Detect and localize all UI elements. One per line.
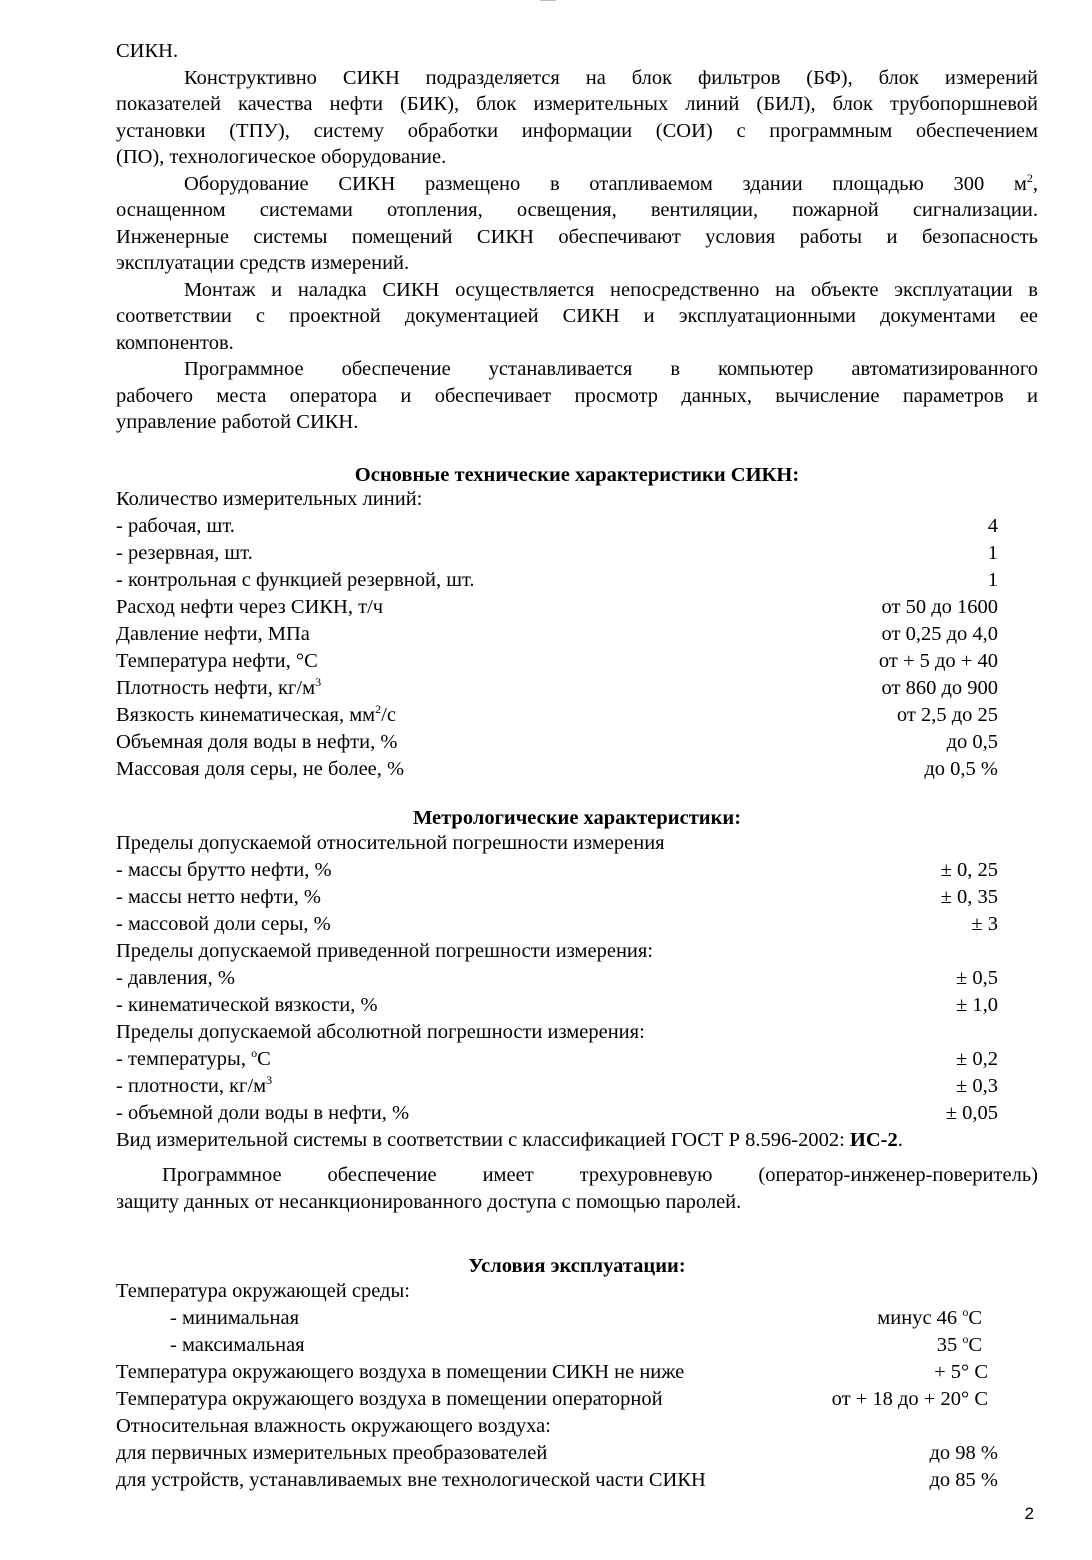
spec-superscript: 2 [375,702,382,716]
spec-label: Массовая доля серы, не более, % [116,758,405,780]
intro-line: СИКН. [116,40,179,62]
intro-line: эксплуатации средств измерений. [116,252,410,274]
degree-superscript: о [962,1305,969,1319]
spec-value: ± 0,5 [955,967,998,989]
spec-label-wrap [116,1046,271,1073]
intro-text [116,38,1038,436]
intro-line: соответствии с проектной документацией СИКН и эксплуатационными документами ее [116,305,1038,327]
intro-line: рабочего места оператора и обеспечивает просмотр данных, вычисление параметров и [116,384,1038,407]
intro-line: Монтаж и наладка СИКН осуществляется непосредственно на объекте эксплуатации в [184,278,1038,301]
spec-label: - температуры, [116,1048,252,1070]
spec-value: 1 [987,542,998,564]
spec-row [116,1073,998,1100]
po-line: Программное обеспечение имеет трехуровневую (оператор-инженер-поверитель) [162,1164,1038,1186]
spec-row [116,756,998,783]
area-comma: , [1032,172,1038,195]
spec-label: Объемная доля воды в нефти, % [116,731,398,753]
spec-label: - кинематической вязкости, % [116,994,378,1016]
spec-row [116,830,998,857]
spec-row [116,938,998,965]
spec-value: до 0,5 [946,731,998,753]
max-temp-value: 35 [936,1334,963,1356]
spec-label: Расход нефти через СИКН, т/ч [116,596,384,618]
spec-row [116,513,998,540]
spec-value: ± 3 [971,913,998,935]
scan-mark [540,0,556,1]
spec-value: ± 0,3 [955,1075,998,1097]
spec-value: от 2,5 до 25 [896,704,998,726]
spec-row [116,965,998,992]
spec-row [116,1467,998,1494]
metro-spec-list [116,830,998,1154]
spec-row [116,621,998,648]
spec-value: от + 18 до + 20° С [831,1388,988,1410]
spec-label: - давления, % [116,967,235,989]
spec-label: Пределы допускаемой относительной погрешности измерения [116,832,665,854]
spec-row [116,1440,998,1467]
spec-label: Пределы допускаемой абсолютной погрешности измерения: [116,1021,645,1043]
spec-row [116,729,998,756]
spec-label-wrap [116,702,396,729]
intro-line: показателей качества нефти (БИК), блок измерительных линий (БИЛ), блок трубопоршневой [116,93,1038,115]
area-superscript: 2 [1026,170,1033,185]
spec-row [116,1413,998,1440]
conditions-air-list [116,1359,988,1413]
tech-heading: Основные технические характеристики СИКН: [354,464,800,486]
max-temp-unit: С [968,1334,982,1356]
metro-heading: Метрологические характеристики: [412,807,742,829]
intro-line: оснащенном системами отопления, освещения, вентиляции, пожарной сигнализации. [116,199,1038,221]
intro-line: Конструктивно СИКН подразделяется на блок фильтров (БФ), блок измерений [184,66,1038,89]
spec-superscript: 3 [266,1073,273,1087]
spec-value: + 5° С [934,1361,988,1383]
min-temp-unit: С [968,1307,982,1329]
spec-row [116,648,998,675]
gost-row [116,1127,1006,1154]
spec-value: до 85 % [929,1469,998,1491]
gost-line [116,1127,903,1154]
intro-line: управление работой СИКН. [116,411,359,433]
spec-value: от 860 до 900 [881,677,998,699]
spec-row [116,884,998,911]
spec-label: Давление нефти, МПа [116,623,310,645]
min-temp-value: минус 46 [877,1307,963,1329]
spec-row [116,1332,982,1359]
spec-label: - массовой доли серы, % [116,913,331,935]
intro-line-area [116,171,1038,198]
degree-superscript: о [962,1332,969,1346]
spec-row [116,1019,998,1046]
spec-label-wrap [116,675,321,702]
intro-line: установки (ТПУ), систему обработки информации (СОИ) с программным обеспечением [116,119,1038,142]
spec-value: ± 0,2 [955,1048,998,1070]
spec-value: ± 1,0 [955,994,998,1016]
spec-row [116,857,998,884]
software-protection-text [116,1162,1038,1215]
spec-label: для устройств, устанавливаемых вне технологической части СИКН [116,1469,706,1491]
spec-value: ± 0,05 [945,1102,998,1124]
spec-label: Температура нефти, °С [116,650,318,672]
spec-label: Температура окружающей среды: [116,1280,410,1302]
intro-line: Программное обеспечение устанавливается в компьютер автоматизированного [184,358,1038,380]
page-number: 2 [1024,1504,1034,1523]
spec-label: - массы нетто нефти, % [116,886,321,908]
spec-superscript: 3 [315,675,322,689]
spec-label: - рабочая, шт. [116,515,235,537]
conditions-humidity-list [116,1413,998,1494]
spec-row [116,992,998,1019]
spec-row [116,486,998,513]
gost-text: Вид измерительной системы в соответствии с классификацией ГОСТ Р 8.596-2002: [116,1129,850,1151]
spec-value [937,1332,982,1359]
intro-line: (ПО), технологическое оборудование. [116,146,447,168]
spec-label-suffix: /с [381,704,396,726]
spec-value: до 98 % [929,1442,998,1464]
spec-label: - объемной доли воды в нефти, % [116,1102,410,1124]
spec-row [116,1305,982,1332]
spec-row [116,1278,982,1305]
gost-end: . [897,1129,903,1151]
spec-label: Вязкость кинематическая, мм [116,704,376,726]
spec-value: ± 0, 35 [940,886,998,908]
spec-row [116,911,998,938]
conditions-heading: Условия эксплуатации: [468,1255,686,1277]
conditions-env-list [116,1278,982,1359]
spec-superscript: о [251,1046,258,1060]
spec-label: - массы брутто нефти, % [116,859,332,881]
spec-label: - резервная, шт. [116,542,253,564]
spec-row [116,675,998,702]
spec-label: - максимальная [170,1334,305,1356]
area-text: Оборудование СИКН размещено в отапливаемом здании площадью 300 м [184,172,1027,195]
spec-value: 1 [987,569,998,591]
spec-row [116,702,998,729]
spec-row [116,1386,988,1413]
spec-row [116,540,998,567]
spec-value: от 0,25 до 4,0 [881,623,998,645]
spec-row [116,567,998,594]
spec-value [877,1305,982,1332]
spec-label: - плотности, кг/м [116,1075,267,1097]
po-line: защиту данных от несанкционированного доступа с помощью паролей. [116,1190,742,1213]
tech-spec-list [116,486,998,783]
spec-value: от 50 до 1600 [881,596,998,618]
spec-value: 4 [987,515,998,537]
spec-label-wrap [116,1073,272,1100]
spec-row [116,1100,998,1127]
intro-line: компонентов. [116,331,234,354]
spec-label-suffix: С [257,1048,271,1070]
spec-label: Пределы допускаемой приведенной погрешности измерения: [116,940,654,962]
spec-value: ± 0, 25 [940,859,998,881]
spec-label: Плотность нефти, кг/м [116,677,316,699]
spec-label: Количество измерительных линий: [116,488,423,510]
spec-label: - контрольная с функцией резервной, шт. [116,569,475,591]
spec-row [116,594,998,621]
spec-label: - минимальная [170,1307,300,1329]
spec-label: для первичных измерительных преобразователей [116,1442,548,1464]
spec-label: Температура окружающего воздуха в помещении СИКН не ниже [116,1361,685,1383]
spec-value: от + 5 до + 40 [878,650,998,672]
spec-label: Температура окружающего воздуха в помещении операторной [116,1388,663,1410]
spec-row [116,1046,998,1073]
intro-line: Инженерные системы помещений СИКН обеспечивают условия работы и безопасность [116,225,1038,248]
spec-row [116,1359,988,1386]
spec-label: Относительная влажность окружающего воздуха: [116,1415,551,1437]
spec-value: до 0,5 % [924,758,998,780]
gost-class: ИС-2 [849,1129,898,1151]
